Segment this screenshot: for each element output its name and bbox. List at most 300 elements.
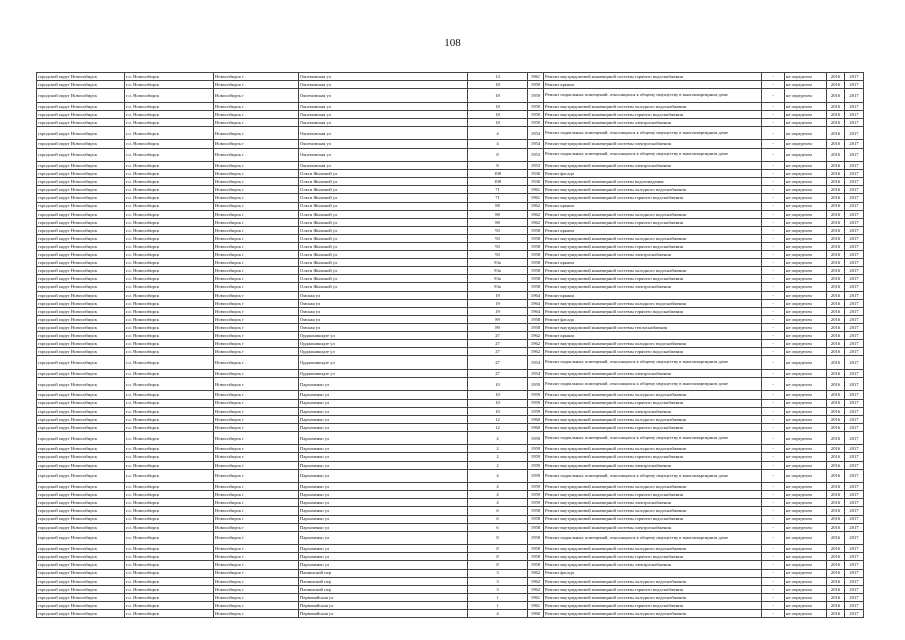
cell-work-type: Ремонт подвальных помещений, относящихся к общему имуществу в многоквартирном доме (544, 469, 762, 483)
cell-city: Новосибирск г (214, 515, 299, 523)
cell-end-year: 2017 (845, 307, 864, 315)
cell-district: г.о. Новосибирск (125, 356, 214, 370)
cell-street: Пархоменко ул (299, 407, 468, 415)
cell-cost: - (762, 307, 785, 315)
cell-street: Пархоменко ул (299, 377, 468, 391)
table-row (37, 218, 864, 226)
cell-house-number: 88 (468, 218, 528, 226)
table-row (37, 148, 864, 162)
cell-municipality: городской округ Новосибирск (37, 332, 125, 340)
cell-year-built: 1961 (528, 186, 544, 194)
cell-municipality: городской округ Новосибирск (37, 110, 125, 118)
cell-municipality: городской округ Новосибирск (37, 267, 125, 275)
cell-cost: - (762, 73, 785, 81)
cell-start-year: 2016 (827, 391, 845, 399)
cell-district: г.о. Новосибирск (125, 275, 214, 283)
table-row (37, 73, 864, 81)
cell-status: не определен (785, 178, 827, 186)
table-row (37, 307, 864, 315)
cell-end-year: 2017 (845, 210, 864, 218)
cell-street: Ольги Жилиной ул (299, 178, 468, 186)
cell-work-type: Ремонт внутридомовой инженерной системы горячего водоснабжения (544, 243, 762, 251)
cell-city: Новосибирск г (214, 499, 299, 507)
cell-street: Пархоменко ул (299, 523, 468, 531)
cell-year-built: 1958 (528, 226, 544, 234)
table-row (37, 491, 864, 499)
cell-city: Новосибирск г (214, 73, 299, 81)
cell-work-type: Ремонт внутридомовой инженерной системы холодного водоснабжения (544, 507, 762, 515)
cell-city: Новосибирск г (214, 415, 299, 423)
cell-district: г.о. Новосибирск (125, 194, 214, 202)
cell-municipality: городской округ Новосибирск (37, 102, 125, 110)
cell-city: Новосибирск г (214, 162, 299, 170)
cell-street: Пашинский пер (299, 585, 468, 593)
cell-status: не определен (785, 391, 827, 399)
cell-start-year: 2016 (827, 226, 845, 234)
cell-street: Пархоменко ул (299, 553, 468, 561)
cell-work-type: Ремонт внутридомовой инженерной системы холодного водоснабжения (544, 483, 762, 491)
cell-start-year: 2016 (827, 73, 845, 81)
cell-end-year: 2017 (845, 515, 864, 523)
cell-work-type: Ремонт внутридомовой инженерной системы холодного водоснабжения (544, 210, 762, 218)
cell-status: не определен (785, 523, 827, 531)
cell-end-year: 2017 (845, 148, 864, 162)
cell-district: г.о. Новосибирск (125, 348, 214, 356)
cell-municipality: городской округ Новосибирск (37, 523, 125, 531)
cell-status: не определен (785, 469, 827, 483)
cell-municipality: городской округ Новосибирск (37, 553, 125, 561)
cell-municipality: городской округ Новосибирск (37, 323, 125, 331)
cell-status: не определен (785, 483, 827, 491)
cell-house-number: 18 (468, 110, 528, 118)
table-row (37, 259, 864, 267)
cell-house-number: 10 (468, 377, 528, 391)
cell-municipality: городской округ Новосибирск (37, 259, 125, 267)
cell-year-built: 1953 (528, 148, 544, 162)
cell-district: г.о. Новосибирск (125, 545, 214, 553)
cell-year-built: 1962 (528, 585, 544, 593)
cell-district: г.о. Новосибирск (125, 469, 214, 483)
cell-district: г.о. Новосибирск (125, 81, 214, 89)
cell-house-number: 71 (468, 194, 528, 202)
cell-start-year: 2016 (827, 307, 845, 315)
cell-city: Новосибирск г (214, 102, 299, 110)
cell-status: не определен (785, 148, 827, 162)
cell-municipality: городской округ Новосибирск (37, 299, 125, 307)
cell-year-built: 1959 (528, 110, 544, 118)
cell-start-year: 2016 (827, 332, 845, 340)
cell-district: г.о. Новосибирск (125, 89, 214, 103)
cell-start-year: 2016 (827, 348, 845, 356)
cell-end-year: 2017 (845, 356, 864, 370)
cell-end-year: 2017 (845, 234, 864, 242)
cell-work-type: Ремонт подвальных помещений, относящихся к общему имуществу в многоквартирном доме (544, 356, 762, 370)
table-row (37, 348, 864, 356)
cell-municipality: городской округ Новосибирск (37, 170, 125, 178)
cell-start-year: 2016 (827, 81, 845, 89)
cell-start-year: 2016 (827, 218, 845, 226)
cell-house-number: 27 (468, 356, 528, 370)
table-row (37, 170, 864, 178)
cell-start-year: 2016 (827, 399, 845, 407)
cell-municipality: городской округ Новосибирск (37, 391, 125, 399)
table-row (37, 453, 864, 461)
cell-year-built: 1959 (528, 461, 544, 469)
cell-status: не определен (785, 445, 827, 453)
cell-status: не определен (785, 423, 827, 431)
cell-street: Пархоменко ул (299, 453, 468, 461)
table-row (37, 507, 864, 515)
cell-cost: - (762, 243, 785, 251)
cell-year-built: 1961 (528, 601, 544, 609)
cell-end-year: 2017 (845, 110, 864, 118)
cell-district: г.о. Новосибирск (125, 491, 214, 499)
table-row (37, 267, 864, 275)
cell-work-type: Ремонт фасада (544, 170, 762, 178)
cell-house-number: 4 (468, 483, 528, 491)
cell-end-year: 2017 (845, 89, 864, 103)
cell-district: г.о. Новосибирск (125, 423, 214, 431)
cell-house-number: 93 (468, 243, 528, 251)
cell-cost: - (762, 162, 785, 170)
cell-city: Новосибирск г (214, 569, 299, 577)
table-row (37, 110, 864, 118)
table-row (37, 593, 864, 601)
cell-municipality: городской округ Новосибирск (37, 348, 125, 356)
cell-status: не определен (785, 348, 827, 356)
table-row (37, 553, 864, 561)
cell-status: не определен (785, 491, 827, 499)
cell-work-type: Ремонт внутридомовой инженерной системы холодного водоснабжения (544, 415, 762, 423)
cell-end-year: 2017 (845, 323, 864, 331)
cell-end-year: 2017 (845, 577, 864, 585)
cell-house-number: 6 (468, 523, 528, 531)
cell-district: г.о. Новосибирск (125, 267, 214, 275)
cell-end-year: 2017 (845, 407, 864, 415)
cell-street: Орджоникидзе ул (299, 340, 468, 348)
cell-work-type: Ремонт внутридомовой инженерной системы электроснабжения (544, 251, 762, 259)
cell-cost: - (762, 377, 785, 391)
cell-work-type: Ремонт внутридомовой инженерной системы горячего водоснабжения (544, 348, 762, 356)
cell-street: Ольги Жилиной ул (299, 226, 468, 234)
cell-work-type: Ремонт внутридомовой инженерной системы горячего водоснабжения (544, 491, 762, 499)
cell-house-number: 3 (468, 577, 528, 585)
cell-city: Новосибирск г (214, 523, 299, 531)
cell-cost: - (762, 569, 785, 577)
cell-municipality: городской округ Новосибирск (37, 140, 125, 148)
cell-district: г.о. Новосибирск (125, 332, 214, 340)
table-row (37, 178, 864, 186)
cell-status: не определен (785, 461, 827, 469)
cell-status: не определен (785, 307, 827, 315)
cell-start-year: 2016 (827, 299, 845, 307)
cell-start-year: 2016 (827, 445, 845, 453)
cell-status: не определен (785, 431, 827, 445)
cell-end-year: 2017 (845, 545, 864, 553)
cell-status: не определен (785, 415, 827, 423)
cell-end-year: 2017 (845, 140, 864, 148)
cell-work-type: Ремонт внутридомовой инженерной системы теплоснабжения (544, 323, 762, 331)
cell-house-number: 10 (468, 407, 528, 415)
table-row (37, 283, 864, 291)
cell-year-built: 1959 (528, 377, 544, 391)
cell-end-year: 2017 (845, 561, 864, 569)
cell-district: г.о. Новосибирск (125, 102, 214, 110)
cell-end-year: 2017 (845, 162, 864, 170)
cell-house-number: 89 (468, 315, 528, 323)
cell-work-type: Ремонт подвальных помещений, относящихся к общему имуществу в многоквартирном доме (544, 531, 762, 545)
cell-street: Окоемовская ул (299, 102, 468, 110)
cell-city: Новосибирск г (214, 202, 299, 210)
cell-house-number: 18 (468, 102, 528, 110)
cell-start-year: 2016 (827, 585, 845, 593)
cell-cost: - (762, 315, 785, 323)
cell-city: Новосибирск г (214, 469, 299, 483)
cell-municipality: городской округ Новосибирск (37, 423, 125, 431)
cell-cost: - (762, 148, 785, 162)
cell-start-year: 2016 (827, 243, 845, 251)
cell-year-built: 1958 (528, 283, 544, 291)
cell-cost: - (762, 81, 785, 89)
cell-start-year: 2016 (827, 267, 845, 275)
cell-start-year: 2016 (827, 118, 845, 126)
cell-street: Окоемовская ул (299, 162, 468, 170)
cell-municipality: городской округ Новосибирск (37, 251, 125, 259)
cell-work-type: Ремонт внутридомовой инженерной системы электроснабжения (544, 523, 762, 531)
cell-cost: - (762, 178, 785, 186)
cell-start-year: 2016 (827, 491, 845, 499)
cell-municipality: городской округ Новосибирск (37, 186, 125, 194)
cell-status: не определен (785, 259, 827, 267)
cell-city: Новосибирск г (214, 148, 299, 162)
cell-status: не определен (785, 593, 827, 601)
cell-status: не определен (785, 267, 827, 275)
cell-house-number: 89 (468, 323, 528, 331)
cell-cost: - (762, 291, 785, 299)
cell-street: Пашинский пер (299, 577, 468, 585)
cell-cost: - (762, 210, 785, 218)
table-row (37, 585, 864, 593)
cell-status: не определен (785, 585, 827, 593)
cell-municipality: городской округ Новосибирск (37, 369, 125, 377)
cell-municipality: городской округ Новосибирск (37, 377, 125, 391)
cell-cost: - (762, 218, 785, 226)
cell-cost: - (762, 202, 785, 210)
cell-year-built: 1958 (528, 507, 544, 515)
cell-status: не определен (785, 609, 827, 617)
table-row (37, 569, 864, 577)
cell-work-type: Ремонт внутридомовой инженерной системы холодного водоснабжения (544, 186, 762, 194)
table-row (37, 461, 864, 469)
cell-street: Пархоменко ул (299, 491, 468, 499)
cell-city: Новосибирск г (214, 601, 299, 609)
cell-city: Новосибирск г (214, 315, 299, 323)
cell-district: г.о. Новосибирск (125, 226, 214, 234)
cell-year-built: 1953 (528, 162, 544, 170)
cell-start-year: 2016 (827, 202, 845, 210)
cell-house-number: 27 (468, 340, 528, 348)
cell-work-type: Ремонт внутридомовой инженерной системы горячего водоснабжения (544, 307, 762, 315)
cell-district: г.о. Новосибирск (125, 609, 214, 617)
cell-end-year: 2017 (845, 609, 864, 617)
cell-city: Новосибирск г (214, 507, 299, 515)
cell-street: Орджоникидзе ул (299, 332, 468, 340)
cell-year-built: 1958 (528, 531, 544, 545)
cell-work-type: Ремонт внутридомовой инженерной системы холодного водоснабжения (544, 445, 762, 453)
cell-status: не определен (785, 251, 827, 259)
cell-district: г.о. Новосибирск (125, 126, 214, 140)
cell-start-year: 2016 (827, 531, 845, 545)
cell-status: не определен (785, 234, 827, 242)
cell-district: г.о. Новосибирск (125, 73, 214, 81)
cell-work-type: Ремонт подвальных помещений, относящихся к общему имуществу в многоквартирном доме (544, 431, 762, 445)
cell-street: Окоемовская ул (299, 81, 468, 89)
cell-end-year: 2017 (845, 531, 864, 545)
cell-municipality: городской округ Новосибирск (37, 356, 125, 370)
cell-house-number: 4 (468, 140, 528, 148)
cell-end-year: 2017 (845, 453, 864, 461)
cell-cost: - (762, 553, 785, 561)
cell-district: г.о. Новосибирск (125, 399, 214, 407)
cell-status: не определен (785, 315, 827, 323)
cell-municipality: городской округ Новосибирск (37, 407, 125, 415)
cell-district: г.о. Новосибирск (125, 340, 214, 348)
cell-district: г.о. Новосибирск (125, 218, 214, 226)
cell-municipality: городской округ Новосибирск (37, 491, 125, 499)
cell-district: г.о. Новосибирск (125, 140, 214, 148)
cell-status: не определен (785, 243, 827, 251)
cell-city: Новосибирск г (214, 81, 299, 89)
cell-cost: - (762, 431, 785, 445)
cell-house-number: 2 (468, 461, 528, 469)
cell-work-type: Ремонт внутридомовой инженерной системы горячего водоснабжения (544, 423, 762, 431)
table-row (37, 291, 864, 299)
cell-municipality: городской округ Новосибирск (37, 601, 125, 609)
cell-municipality: городской округ Новосибирск (37, 307, 125, 315)
cell-work-type: Ремонт внутридомовой инженерной системы холодного водоснабжения (544, 102, 762, 110)
cell-start-year: 2016 (827, 553, 845, 561)
cell-status: не определен (785, 218, 827, 226)
cell-cost: - (762, 445, 785, 453)
cell-cost: - (762, 259, 785, 267)
cell-start-year: 2016 (827, 523, 845, 531)
cell-house-number: 4 (468, 499, 528, 507)
cell-city: Новосибирск г (214, 259, 299, 267)
cell-district: г.о. Новосибирск (125, 299, 214, 307)
cell-city: Новосибирск г (214, 186, 299, 194)
cell-house-number: 4 (468, 469, 528, 483)
cell-street: Омская ул (299, 291, 468, 299)
cell-street: Ольги Жилиной ул (299, 259, 468, 267)
cell-house-number: 93 (468, 251, 528, 259)
cell-municipality: городской округ Новосибирск (37, 283, 125, 291)
cell-year-built: 1959 (528, 469, 544, 483)
cell-year-built: 1960 (528, 415, 544, 423)
table-row (37, 315, 864, 323)
cell-district: г.о. Новосибирск (125, 210, 214, 218)
cell-municipality: городской округ Новосибирск (37, 415, 125, 423)
cell-district: г.о. Новосибирск (125, 523, 214, 531)
cell-street: Орджоникидзе ул (299, 348, 468, 356)
cell-cost: - (762, 399, 785, 407)
cell-city: Новосибирск г (214, 531, 299, 545)
table-row (37, 234, 864, 242)
cell-status: не определен (785, 323, 827, 331)
cell-district: г.о. Новосибирск (125, 377, 214, 391)
cell-year-built: 1954 (528, 140, 544, 148)
cell-cost: - (762, 89, 785, 103)
cell-city: Новосибирск г (214, 89, 299, 103)
cell-end-year: 2017 (845, 340, 864, 348)
cell-start-year: 2016 (827, 178, 845, 186)
cell-year-built: 1962 (528, 348, 544, 356)
cell-street: Ольги Жилиной ул (299, 234, 468, 242)
cell-house-number: 93а (468, 275, 528, 283)
cell-year-built: 1964 (528, 299, 544, 307)
cell-street: Орджоникидзе ул (299, 369, 468, 377)
cell-street: Окоемовская ул (299, 140, 468, 148)
cell-street: Пархоменко ул (299, 461, 468, 469)
cell-end-year: 2017 (845, 377, 864, 391)
cell-cost: - (762, 340, 785, 348)
cell-municipality: городской округ Новосибирск (37, 561, 125, 569)
cell-house-number: 14 (468, 73, 528, 81)
cell-year-built: 1958 (528, 515, 544, 523)
cell-year-built: 1961 (528, 593, 544, 601)
cell-municipality: городской округ Новосибирск (37, 275, 125, 283)
cell-city: Новосибирск г (214, 299, 299, 307)
cell-house-number: 3 (468, 569, 528, 577)
cell-work-type: Ремонт внутридомовой инженерной системы водоотведения (544, 178, 762, 186)
cell-district: г.о. Новосибирск (125, 531, 214, 545)
cell-year-built: 1958 (528, 234, 544, 242)
table-row (37, 323, 864, 331)
cell-start-year: 2016 (827, 561, 845, 569)
cell-cost: - (762, 483, 785, 491)
cell-year-built: 1962 (528, 569, 544, 577)
cell-end-year: 2017 (845, 469, 864, 483)
cell-year-built: 1962 (528, 332, 544, 340)
cell-work-type: Ремонт внутридомовой инженерной системы холодного водоснабжения (544, 267, 762, 275)
cell-year-built: 1954 (528, 126, 544, 140)
cell-status: не определен (785, 186, 827, 194)
cell-city: Новосибирск г (214, 140, 299, 148)
cell-year-built: 1958 (528, 243, 544, 251)
cell-year-built: 1936 (528, 178, 544, 186)
cell-end-year: 2017 (845, 299, 864, 307)
cell-work-type: Ремонт внутридомовой инженерной системы горячего водоснабжения (544, 275, 762, 283)
cell-start-year: 2016 (827, 423, 845, 431)
cell-year-built: 1959 (528, 407, 544, 415)
table-row (37, 469, 864, 483)
table-row (37, 369, 864, 377)
cell-status: не определен (785, 291, 827, 299)
cell-end-year: 2017 (845, 369, 864, 377)
cell-work-type: Ремонт внутридомовой инженерной системы холодного водоснабжения (544, 609, 762, 617)
cell-street: Пархоменко ул (299, 483, 468, 491)
cell-district: г.о. Новосибирск (125, 561, 214, 569)
cell-district: г.о. Новосибирск (125, 118, 214, 126)
cell-cost: - (762, 461, 785, 469)
cell-district: г.о. Новосибирск (125, 178, 214, 186)
cell-status: не определен (785, 194, 827, 202)
cell-city: Новосибирск г (214, 399, 299, 407)
cell-city: Новосибирск г (214, 291, 299, 299)
cell-house-number: 2 (468, 431, 528, 445)
cell-district: г.о. Новосибирск (125, 315, 214, 323)
cell-cost: - (762, 234, 785, 242)
cell-city: Новосибирск г (214, 170, 299, 178)
